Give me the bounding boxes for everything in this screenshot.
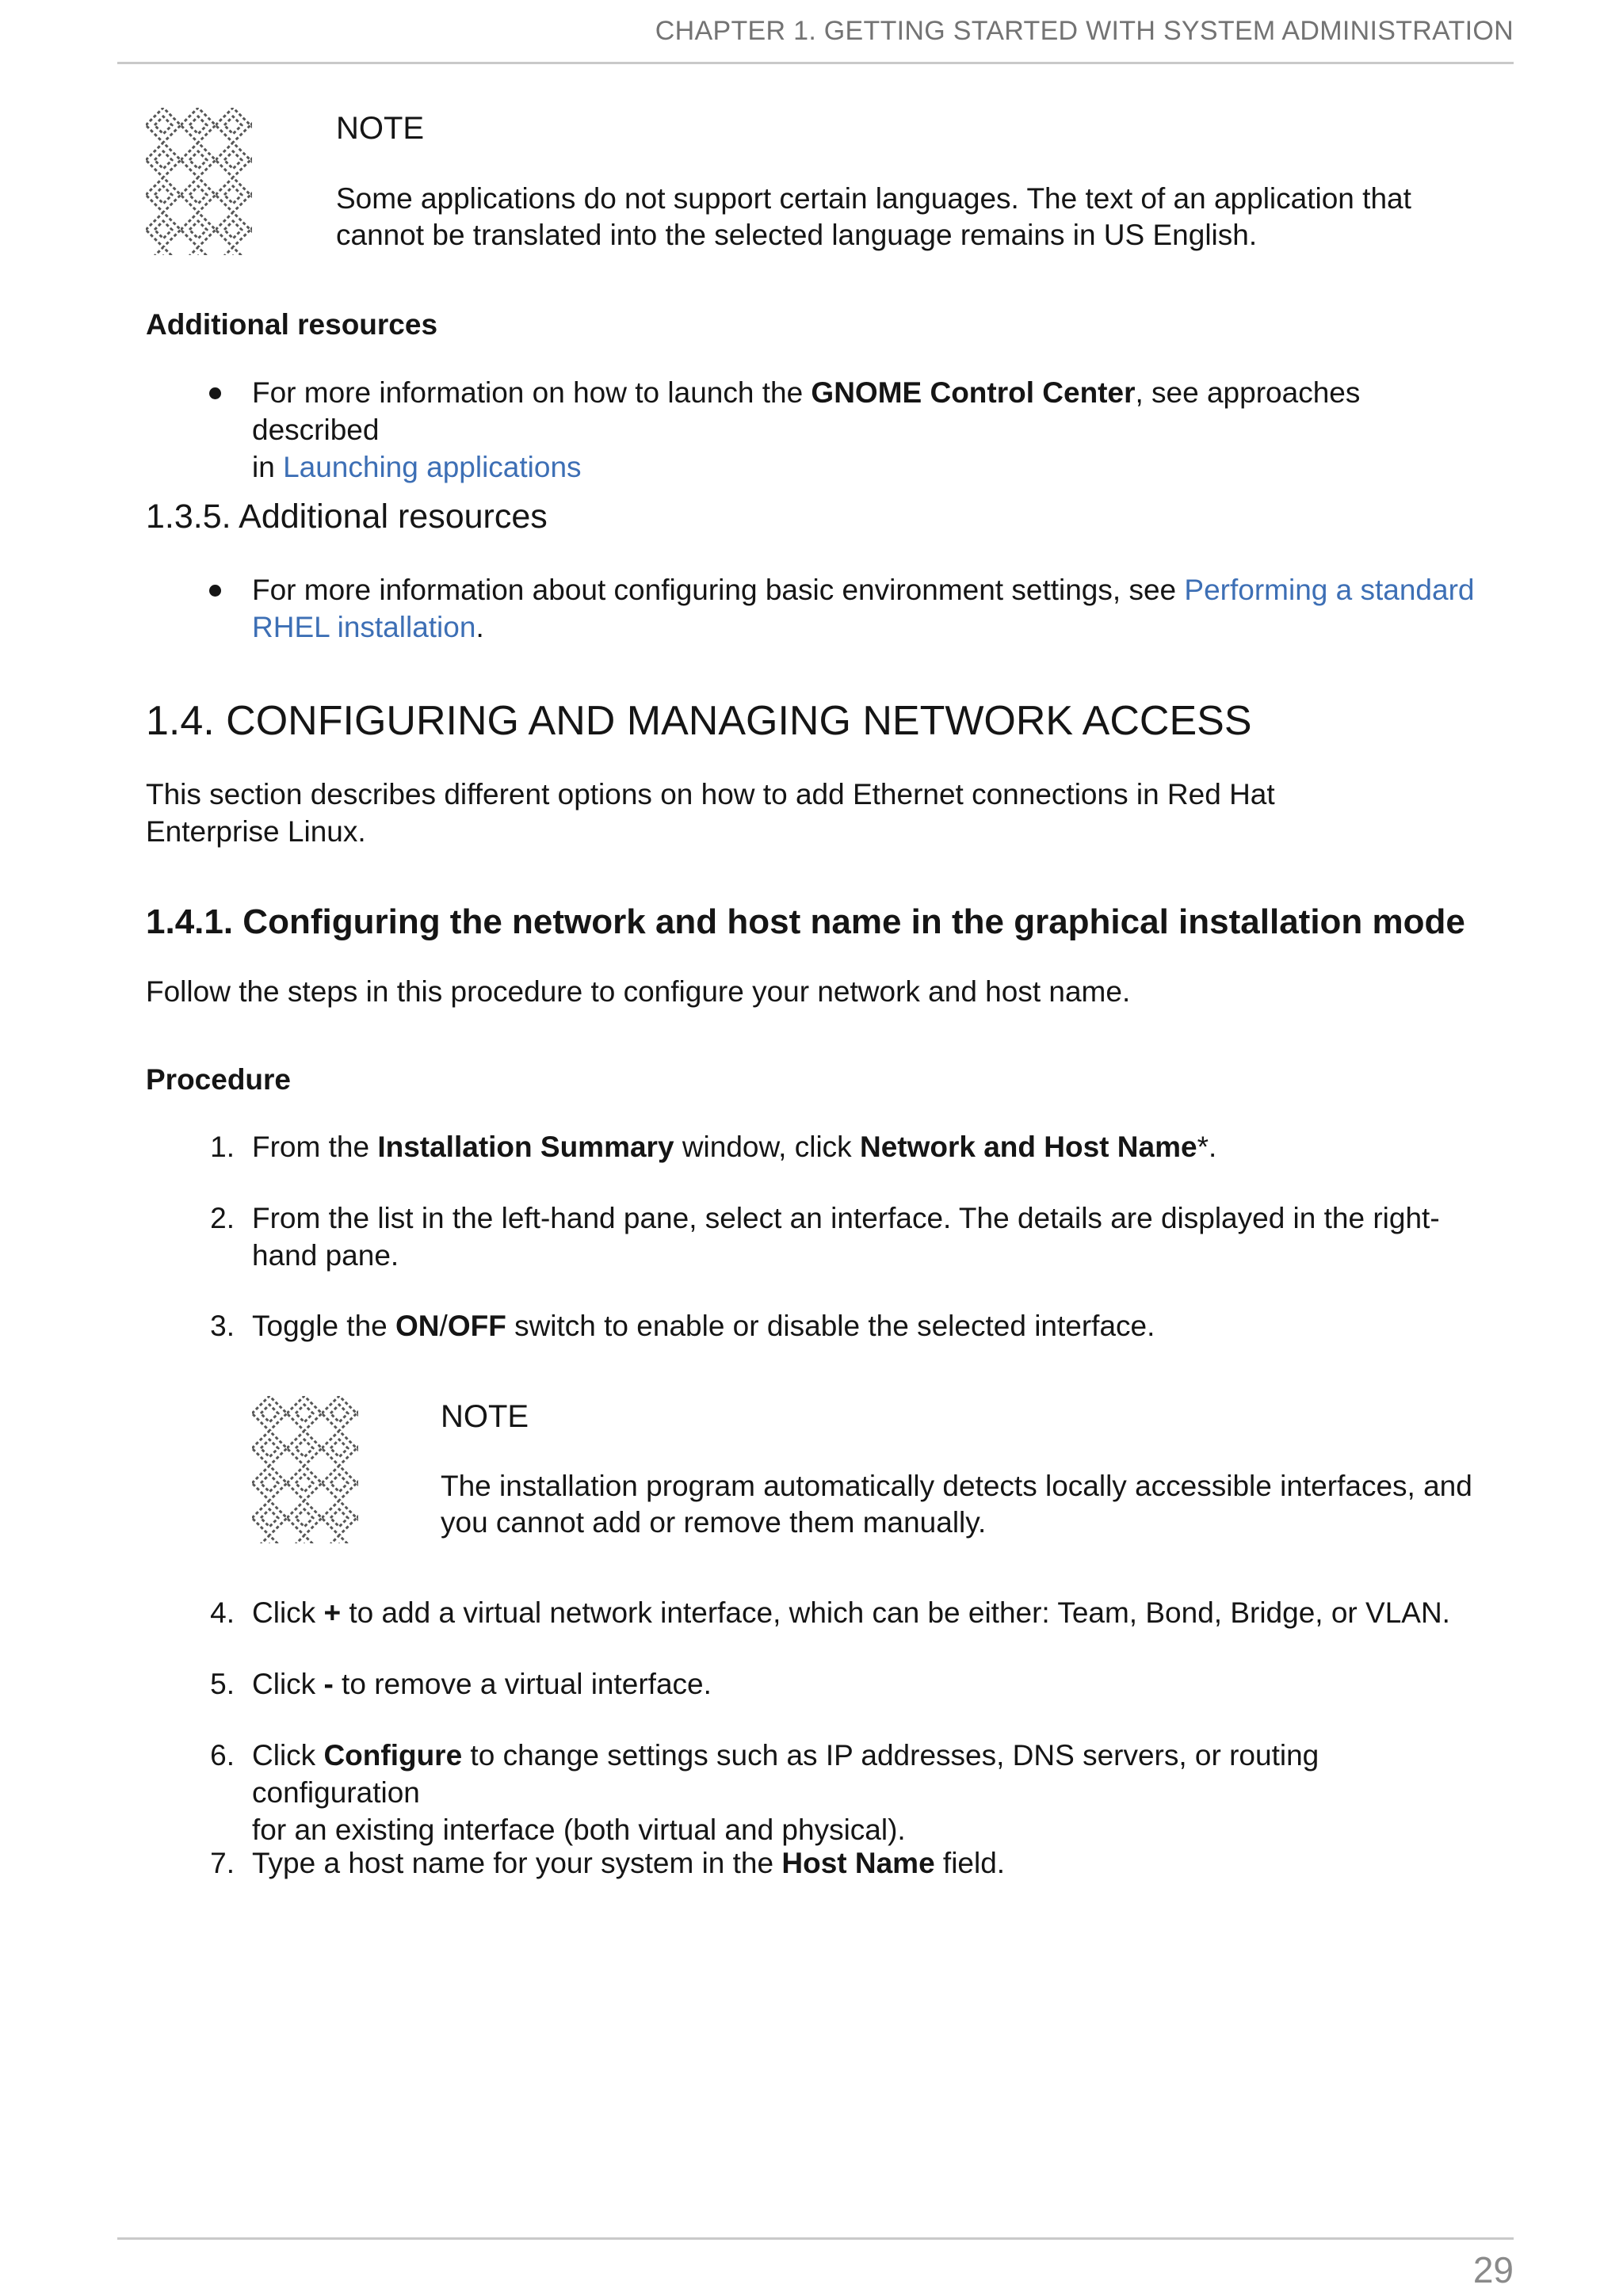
- note-title: NOTE: [441, 1399, 529, 1434]
- list-item: For more information about configuring basic environment settings, see Performing a standard RHEL installation.: [209, 571, 1477, 646]
- note-icon: [252, 1396, 358, 1543]
- note-line: Some applications do not support certain languages. The text of an application that: [336, 182, 1411, 215]
- list-item: For more information on how to launch the GNOME Control Center, see approaches described in Launching applications: [209, 374, 1477, 486]
- note-line: you cannot add or remove them manually.: [441, 1506, 987, 1539]
- procedure-heading: Procedure: [146, 1063, 292, 1096]
- procedure-intro: Follow the steps in this procedure to configure your network and host name.: [146, 975, 1131, 1008]
- footer-rule: [117, 2237, 1514, 2240]
- performing-standard-rhel-installation-link[interactable]: Performing a standard: [1184, 574, 1475, 606]
- note-line: The installation program automatically detects locally accessible interfaces, and: [441, 1470, 1472, 1502]
- procedure-step: 3. Toggle the ON/OFF switch to enable or disable the selected interface.: [210, 1310, 1155, 1342]
- section-intro: This section describes different options on how to add Ethernet connections in Red Hat Enterprise Linux.: [146, 778, 1275, 848]
- note-text: [336, 181, 1411, 254]
- bullet-icon: [209, 585, 221, 597]
- procedure-step: 4. Click + to add a virtual network interface, which can be either: Team, Bond, Bridge, or VLAN.: [210, 1596, 1450, 1629]
- performing-standard-rhel-installation-link[interactable]: RHEL installation: [252, 611, 476, 643]
- gnome-control-center-term: GNOME Control Center: [811, 376, 1136, 409]
- section-heading-1-4-1: 1.4.1. Configuring the network and host name in the graphical installation mode: [146, 902, 1465, 941]
- procedure-step: 7. Type a host name for your system in the Host Name field.: [210, 1847, 1006, 1879]
- procedure-step: 6. Click Configure to change settings such as IP addresses, DNS servers, or routing configuration for an existing interface (both virtual and physical).: [210, 1739, 1319, 1846]
- note-text: [441, 1468, 1472, 1541]
- procedure-step: 5. Click - to remove a virtual interface.: [210, 1668, 712, 1700]
- additional-resources-heading: Additional resources: [146, 308, 438, 341]
- procedure-step: 2. From the list in the left-hand pane, select an interface. The details are displayed in the right- hand pane.: [210, 1202, 1440, 1272]
- section-heading-1-4: 1.4. CONFIGURING AND MANAGING NETWORK ACCESS: [146, 698, 1252, 744]
- note-line: cannot be translated into the selected language remains in US English.: [336, 219, 1258, 251]
- running-header: CHAPTER 1. GETTING STARTED WITH SYSTEM ADMINISTRATION: [655, 16, 1514, 46]
- note-icon: [146, 108, 252, 255]
- note-title: NOTE: [336, 111, 425, 146]
- procedure-step: 1. From the Installation Summary window, click Network and Host Name*.: [210, 1131, 1217, 1163]
- page-number: 29: [1472, 2249, 1514, 2290]
- bullet-icon: [209, 387, 221, 399]
- section-heading-1-3-5: 1.3.5. Additional resources: [146, 498, 548, 536]
- header-rule: [117, 62, 1514, 64]
- launching-applications-link[interactable]: Launching applications: [283, 451, 582, 483]
